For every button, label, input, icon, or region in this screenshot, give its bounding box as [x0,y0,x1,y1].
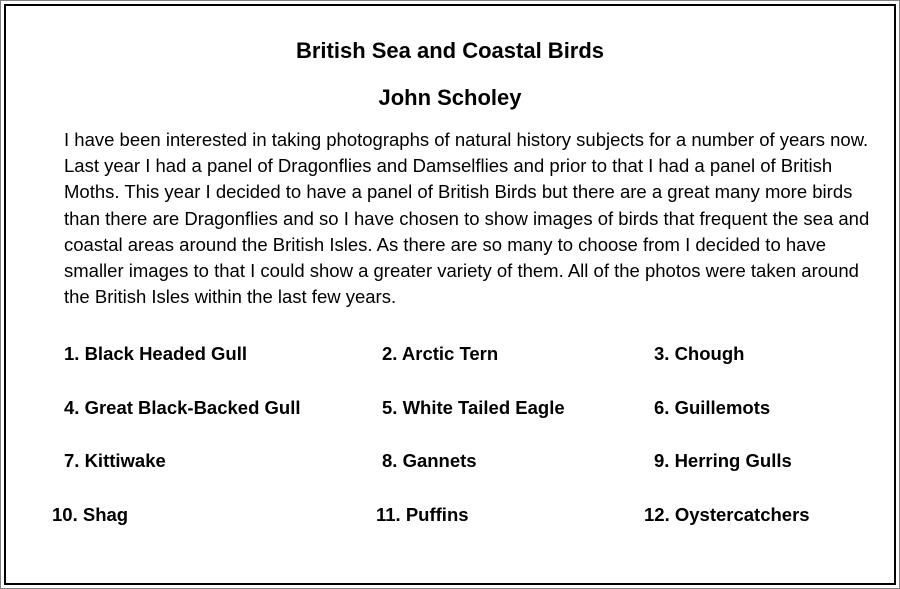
bird-item-9: 9. Herring Gulls [654,450,792,471]
bird-item-12: 12. Oystercatchers [644,504,810,525]
bird-item-10: 10. Shag [52,504,129,525]
bird-item-6: 6. Guillemots [654,397,771,418]
bird-item-5: 5. White Tailed Eagle [382,397,565,418]
page-title: British Sea and Coastal Birds [295,38,605,63]
author-name: John Scholey [378,85,522,110]
bird-item-4: 4. Great Black-Backed Gull [64,397,301,418]
intro-paragraph: I have been interested in taking photographs of natural history subjects for a number of years now. Last year I had a panel of Dragonflies and Damselflies and prior to that I had a panel of British Moths. This year I decided to have a panel of British Birds but there are a great many more birds than there are Dragonflies and so I have chosen to show images of birds that frequent the sea and coastal areas around the British Isles. As there are so many to choose from I decided to have smaller images to that I could show a greater variety of them. All of the photos were taken around the British Isles within the last few years. [64,129,870,308]
bird-item-3: 3. Chough [654,343,745,364]
bird-item-1: 1. Black Headed Gull [64,343,248,364]
bird-item-2: 2. Arctic Tern [382,343,499,364]
bird-item-8: 8. Gannets [382,450,477,471]
bird-item-7: 7. Kittiwake [64,450,166,471]
bird-item-11: 11. Puffins [376,504,469,525]
